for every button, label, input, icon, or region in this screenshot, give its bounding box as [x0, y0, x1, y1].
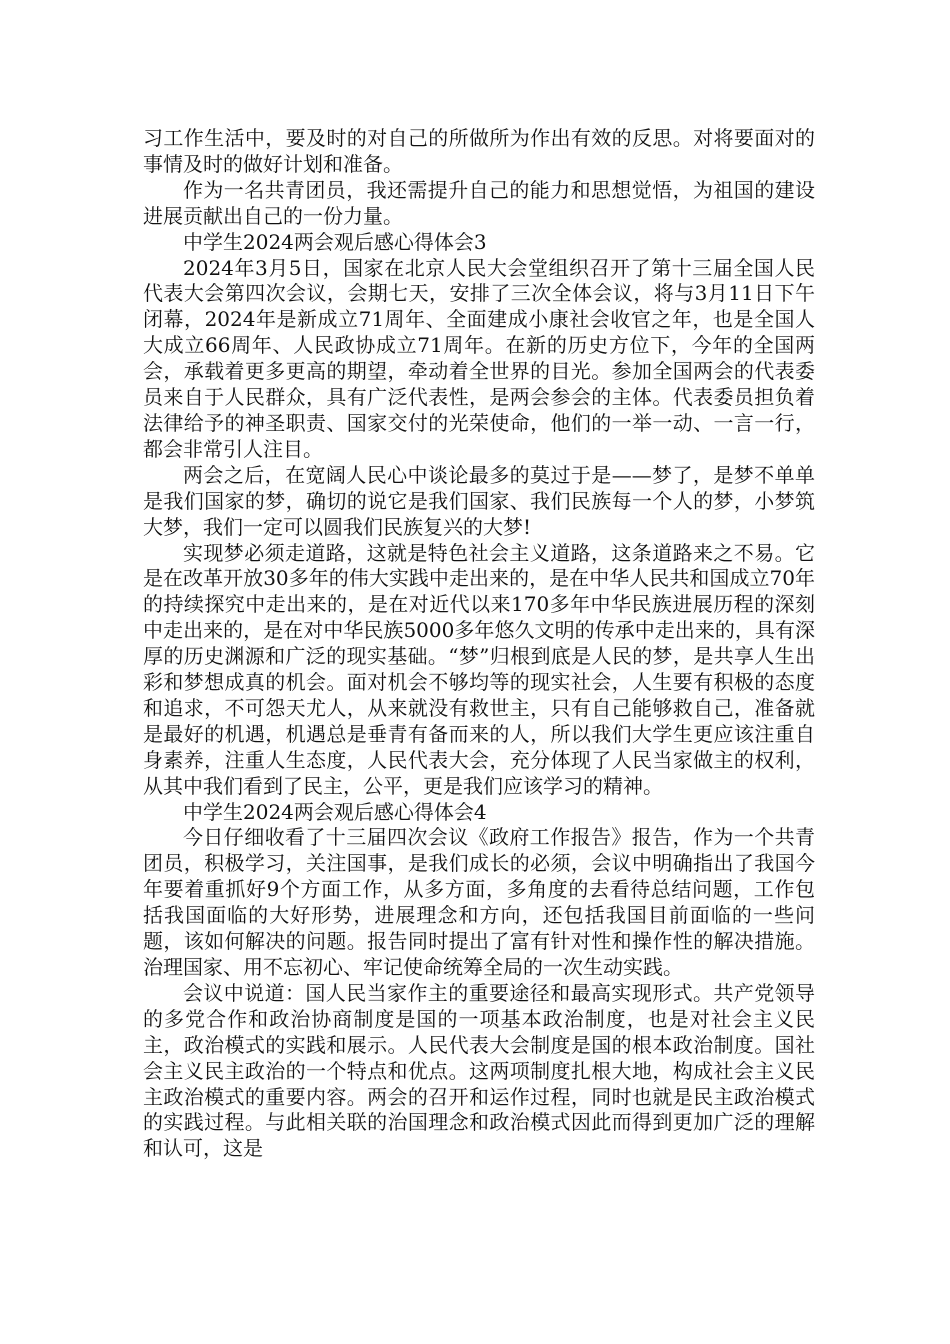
paragraph-meeting-said: 会议中说道：国人民当家作主的重要途径和最高实现形式。共产党领导的多党合作和政治协商制度是国的一项基本政治制度，也是对社会主义民主，政治模式的实践和展示。人民代表大会制度是国的根本政治制度。国社会主义民主政治的一个特点和优点。这两项制度扎根大地，构成社会主义民主政治模式的重要内容。两会的召开和运作过程，同时也就是民主政治模式的实践过程。与此相关联的治国理念和政治模式因此而得到更加广泛的理解和认可，这是	[143, 980, 815, 1161]
paragraph-continued: 习工作生活中，要及时的对自己的所做所为作出有效的反思。对将要面对的事情及时的做好计划和准备。	[143, 126, 815, 176]
paragraph-road: 实现梦必须走道路，这就是特色社会主义道路，这条道路来之不易。它是在改革开放30多年的伟大实践中走出来的，是在中华人民共和国成立70年的持续探究中走出来的，是在对近代以来170多年中华民族进展历程的深刻中走出来的，是在对中华民族5000多年悠久文明的传承中走出来的，具有深厚的历史渊源和广泛的现实基础。“梦”归根到底是人民的梦，是共享人生出彩和梦想成真的机会。面对机会不够均等的现实社会，人生要有积极的态度和追求，不可怨天尤人，从来就没有救世主，只有自己能够救自己，准备就是最好的机遇，机遇总是垂青有备而来的人，所以我们大学生更应该注重自身素养，注重人生态度，人民代表大会，充分体现了人民当家做主的权利，从其中我们看到了民主，公平，更是我们应该学习的精神。	[143, 540, 815, 798]
document-body	[143, 126, 815, 1162]
section-heading-4: 中学生2024两会观后感心得体会4	[183, 799, 487, 824]
paragraph-npc-session: 2024年3月5日，国家在北京人民大会堂组织召开了第十三届全国人民代表大会第四次会议，会期七天，安排了三次全体会议，将与3月11日下午闭幕，2024年是新成立71周年、全面建成小康社会收官之年，也是全国人大成立66周年、人民政协成立71周年。在新的历史方位下，今年的全国两会，承载着更多更高的期望，牵动着全世界的目光。参加全国两会的代表委员来自于人民群众，具有广泛代表性，是两会参会的主体。代表委员担负着法律给予的神圣职责、国家交付的光荣使命，他们的一举一动、一言一行，都会非常引人注目。	[143, 255, 815, 461]
paragraph-league-member: 作为一名共青团员，我还需提升自己的能力和思想觉悟，为祖国的建设进展贡献出自己的一份力量。	[143, 177, 815, 228]
paragraph-work-report: 今日仔细收看了十三届四次会议《政府工作报告》报告，作为一个共青团员，积极学习，关注国事，是我们成长的必须，会议中明确指出了我国今年要着重抓好9个方面工作，从多方面，多角度的去看待总结问题，工作包括我国面临的大好形势，进展理念和方向，还包括我国目前面临的一些问题，该如何解决的问题。报告同时提出了富有针对性和操作性的解决措施。治理国家、用不忘初心、牢记使命统筹全局的一次生动实践。	[143, 825, 815, 979]
paragraph-dream: 两会之后，在宽阔人民心中谈论最多的莫过于是——梦了，是梦不单单是我们国家的梦，确切的说它是我们国家、我们民族每一个人的梦，小梦筑大梦，我们一定可以圆我们民族复兴的大梦!	[143, 462, 815, 539]
section-heading-3: 中学生2024两会观后感心得体会3	[183, 229, 487, 254]
